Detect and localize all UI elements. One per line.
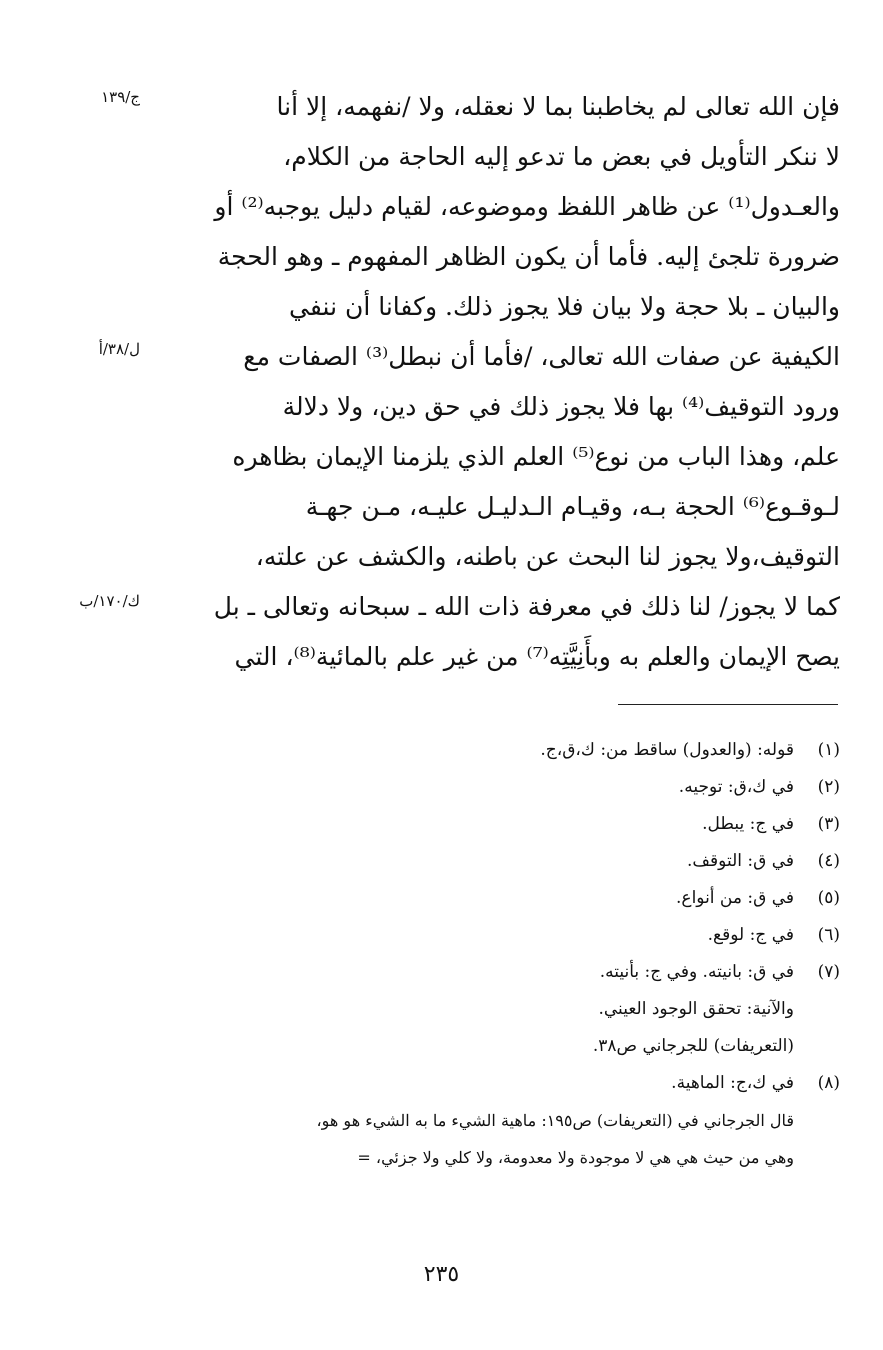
text-line: التوقيف،ولا يجوز لنا البحث عن باطنه، والكشف عن علته، [255,542,840,571]
text-line: ورود التوقيف⁽⁴⁾ بها فلا يجوز ذلك في حق دين، ولا دلالة [282,392,840,421]
footnote-number: (٢) [817,777,840,797]
text-line: فإن الله تعالى لم يخاطبنا بما لا نعقله، ولا /نفهمه، إلا أنا [276,92,840,121]
footnote-text: في ق: التوقف. [687,851,794,871]
text-line: ضرورة تلجئ إليه. فأما أن يكون الظاهر المفهوم ـ وهو الحجة [217,242,840,271]
footnote-continuation [150,1028,840,1065]
footnote-text: في ق: بانيته. وفي ج: بأنيته. [599,962,794,982]
footnote-separator [618,704,838,705]
footnote-text: في ك،ج: الماهية. [671,1073,794,1093]
footnote-text: والآنية: تحقق الوجود العيني. [598,999,794,1019]
footnote-item [150,769,840,806]
footnote-item [150,843,840,880]
footnote-item [150,954,840,991]
footnote-number: (٣) [817,814,840,834]
main-text [158,82,840,682]
text-line: علم، وهذا الباب من نوع⁽⁵⁾ العلم الذي يلزمنا الإيمان بظاهره [232,442,840,471]
footnote-item [150,732,840,769]
footnote-number: (٧) [817,962,840,982]
footnote-continuation: وهي من حيث هي هي لا موجودة ولا معدومة، ولا كلي ولا جزئي، = [357,1148,794,1167]
footnote-text: في ك،ق: توجيه. [678,777,794,797]
footnote-text: في ج: لوقع. [707,925,794,945]
text-line: يصح الإيمان والعلم به وبأَنِيَّتِه⁽⁷⁾ من غير علم بالمائية⁽⁸⁾، التي [234,642,840,671]
margin-note-manuscript-ref: ك/١٧٠/ب [79,592,140,610]
footnote-item [150,1065,840,1102]
margin-note-manuscript-ref: ل/٣٨/أ [98,340,140,358]
footnote-text: قوله: (والعدول) ساقط من: ك،ق،ج. [540,740,794,760]
footnote-number: (٤) [817,851,840,871]
footnote-text: في ج: يبطل. [702,814,794,834]
text-line: والعـدول⁽¹⁾ عن ظاهر اللفظ وموضوعه، لقيام دليل يوجبه⁽²⁾ أو [214,192,840,221]
text-line: الكيفية عن صفات الله تعالى، /فأما أن نبطل⁽³⁾ الصفات مع [243,342,840,371]
text-line: كما لا يجوز/ لنا ذلك في معرفة ذات الله ـ سبحانه وتعالى ـ بل [213,592,840,621]
page-number: ٢٣٥ [423,1262,460,1287]
margin-note-manuscript-ref: ج/١٣٩ [101,88,140,106]
text-line: والبيان ـ بلا حجة ولا بيان فلا يجوز ذلك. وكفانا أن ننفي [289,292,840,321]
footnote-continuation: قال الجرجاني في (التعريفات) ص١٩٥: ماهية الشيء ما به الشيء هو هو، [316,1111,794,1130]
footnote-number: (٦) [817,925,840,945]
text-line: لـوقـوع⁽⁶⁾ الحجة بـه، وقيـام الـدليـل عليـه، مـن جهـة [305,492,840,521]
footnote-number: (١) [817,740,840,760]
text-line: لا ننكر التأويل في بعض ما تدعو إليه الحاجة من الكلام، [283,142,840,171]
footnote-text: في ق: من أنواع. [676,888,794,908]
footnote-item [150,880,840,917]
footnotes [150,732,840,1176]
footnote-item [150,806,840,843]
footnote-number: (٥) [817,888,840,908]
footnote-item [150,917,840,954]
footnote-number: (٨) [817,1073,840,1093]
footnote-text: (التعريفات) للجرجاني ص٣٨. [592,1036,794,1056]
footnote-continuation [150,991,840,1028]
